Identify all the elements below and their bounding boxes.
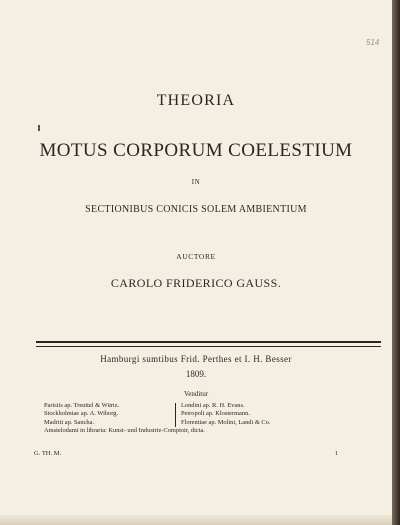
- publication-year: 1809.: [185, 369, 207, 379]
- thick-rule: [36, 341, 381, 343]
- seller-entry: Londini ap. R. H. Evans.: [181, 402, 245, 409]
- binding-shadow: [392, 0, 400, 525]
- seller-entry: Madriti ap. Sancha.: [44, 418, 95, 426]
- seller-entry: Florentiae ap. Molini, Landi & Co.: [181, 418, 271, 426]
- sellers-left-column: [44, 402, 169, 427]
- venditur-label: Venditur: [183, 390, 209, 398]
- imprint: Hamburgi sumtibus Frid. Perthes et I. H. Besser: [100, 354, 292, 364]
- author-name: CAROLO FRIDERICO GAUSS.: [110, 276, 282, 290]
- seller-entry: Petropoli ap. Klostermann.: [181, 410, 250, 418]
- pencil-annotation: 514: [366, 38, 380, 47]
- seller-entry-amsterdam: Amstelodami in libraria: Kunst- und Industrie-Comptoir, dicta.: [44, 427, 205, 434]
- in-word: IN: [191, 178, 201, 186]
- sellers-right-column: [181, 402, 371, 427]
- auctore-label: AUCTORE: [176, 252, 216, 261]
- page-bottom-edge: [0, 515, 392, 525]
- subtitle-continuation: SECTIONIBUS CONICIS SOLEM AMBIENTIUM: [85, 204, 307, 215]
- seller-entry: Parisiis ap. Treuttel & Würtz.: [44, 402, 120, 409]
- book-subtitle: MOTUS CORPORUM COELESTIUM: [39, 140, 353, 161]
- signature-mark: G. TH. M.: [34, 450, 62, 457]
- folio-number: 1: [334, 450, 338, 457]
- column-divider: [175, 403, 176, 427]
- book-title: THEORIA: [156, 92, 236, 109]
- margin-mark: [38, 125, 40, 131]
- seller-entry: Stockholmiae ap. A. Wiborg.: [44, 410, 119, 418]
- thin-rule: [36, 346, 381, 347]
